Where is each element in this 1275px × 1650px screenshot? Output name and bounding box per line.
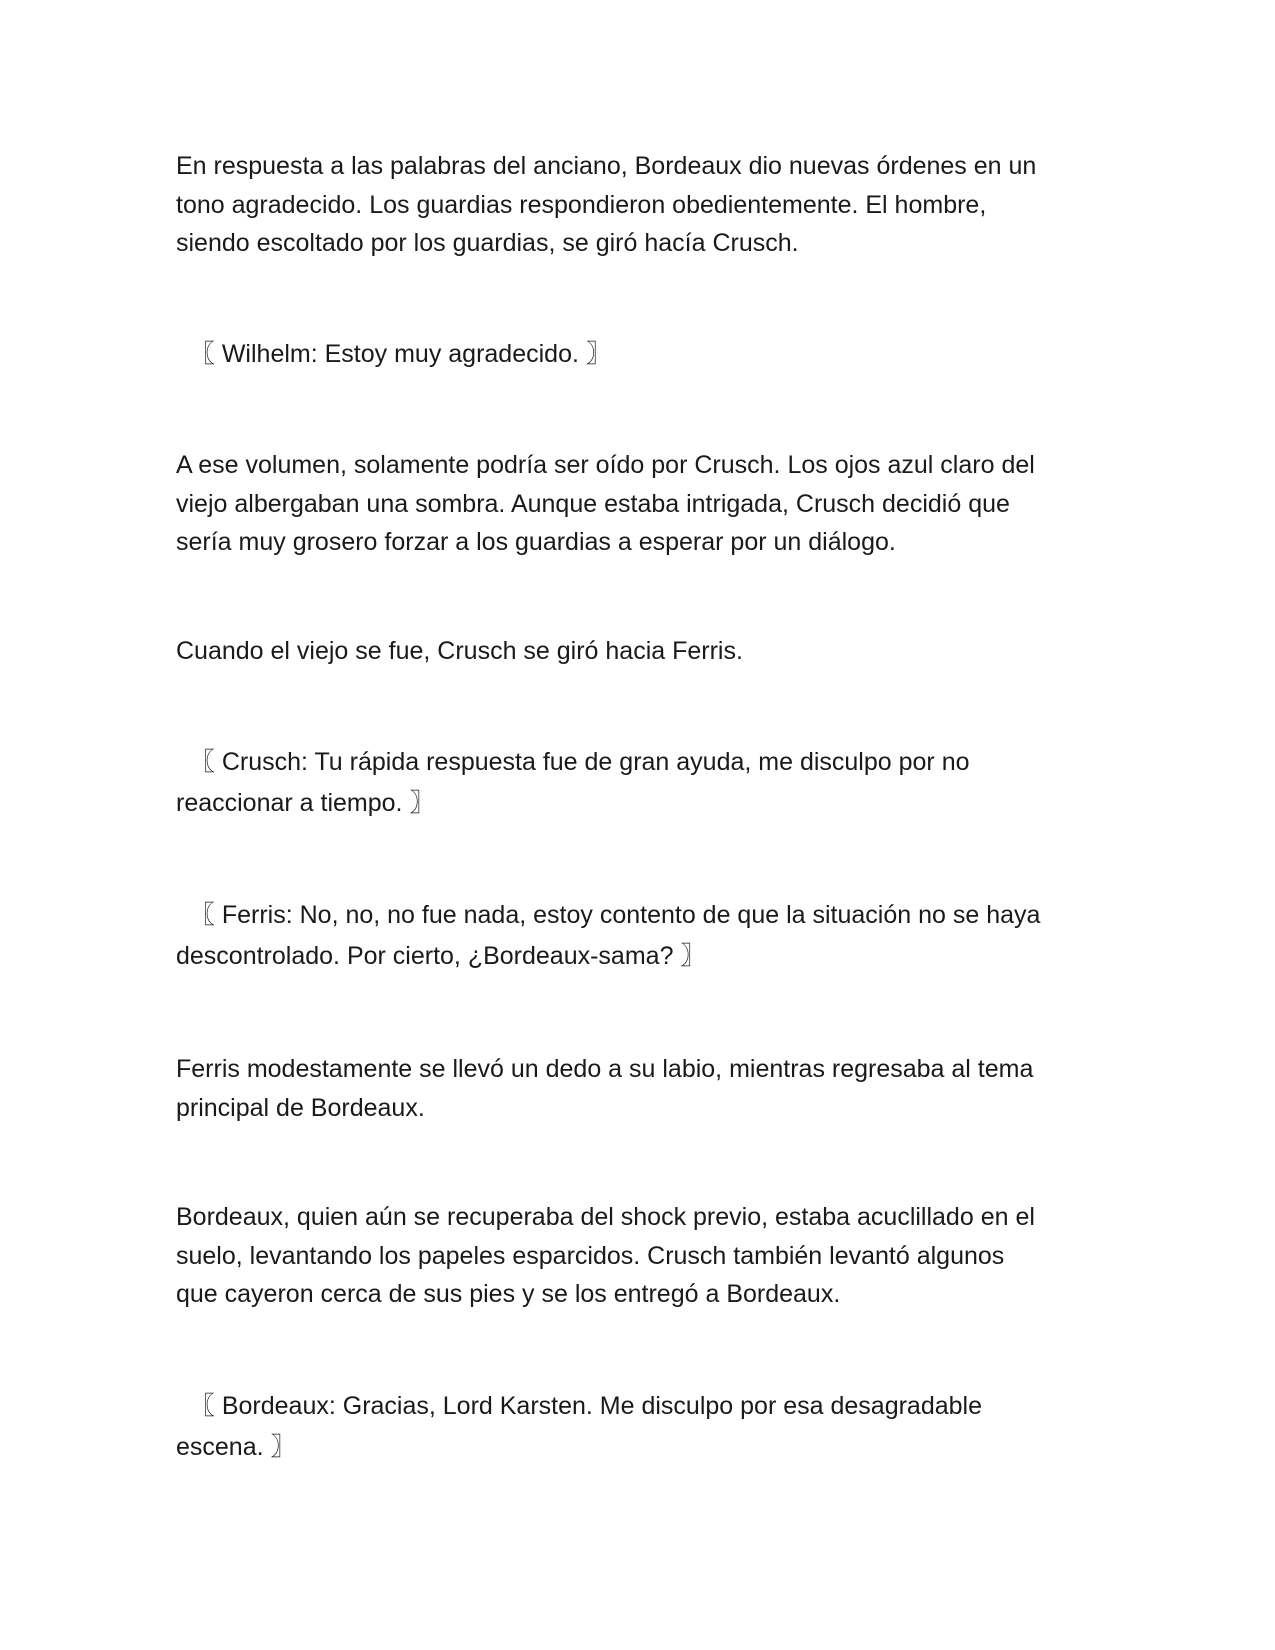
narration-paragraph (176, 632, 1096, 671)
text-line: 〖 Wilhelm: Estoy muy agradecido. 〗 (176, 340, 611, 368)
text-line: Bordeaux, quien aún se recuperaba del shock previo, estaba acuclillado en el (176, 1203, 1035, 1231)
text-line: Cuando el viejo se fue, Crusch se giró hacia Ferris. (176, 637, 743, 665)
narration-paragraph (176, 1198, 1096, 1314)
text-line: Ferris modestamente se llevó un dedo a su labio, mientras regresaba al tema (176, 1055, 1034, 1083)
text-line: suelo, levantando los papeles esparcidos. Crusch también levantó algunos (176, 1241, 1005, 1270)
text-line: reaccionar a tiempo. 〗 (176, 789, 435, 817)
text-line: 〖 Ferris: No, no, no fue nada, estoy contento de que la situación no se haya (176, 901, 1041, 929)
narration-paragraph (176, 147, 1096, 263)
text-line: sería muy grosero forzar a los guardias a esperar por un diálogo. (176, 528, 896, 556)
dialogue-crusch (176, 742, 1096, 824)
text-line: descontrolado. Por cierto, ¿Bordeaux-sama? 〗 (176, 942, 706, 970)
dialogue-wilhelm (176, 334, 1096, 375)
text-line: 〖 Crusch: Tu rápida respuesta fue de gran ayuda, me disculpo por no (176, 748, 970, 776)
text-line: tono agradecido. Los guardias respondieron obedientemente. El hombre, (176, 190, 987, 219)
narration-paragraph (176, 1050, 1096, 1127)
narration-paragraph (176, 446, 1096, 562)
text-line: viejo albergaban una sombra. Aunque estaba intrigada, Crusch decidió que (176, 489, 1010, 518)
text-line: 〖 Bordeaux: Gracias, Lord Karsten. Me disculpo por esa desagradable (176, 1392, 982, 1420)
text-line: principal de Bordeaux. (176, 1093, 425, 1122)
text-line: En respuesta a las palabras del anciano, Bordeaux dio nuevas órdenes en un (176, 152, 1037, 180)
text-line: siendo escoltado por los guardias, se giró hacía Crusch. (176, 229, 799, 257)
text-line: que cayeron cerca de sus pies y se los entregó a Bordeaux. (176, 1280, 841, 1308)
dialogue-bordeaux (176, 1386, 1096, 1468)
text-line: escena. 〗 (176, 1433, 296, 1461)
dialogue-ferris (176, 895, 1096, 977)
text-line: A ese volumen, solamente podría ser oído por Crusch. Los ojos azul claro del (176, 451, 1035, 479)
